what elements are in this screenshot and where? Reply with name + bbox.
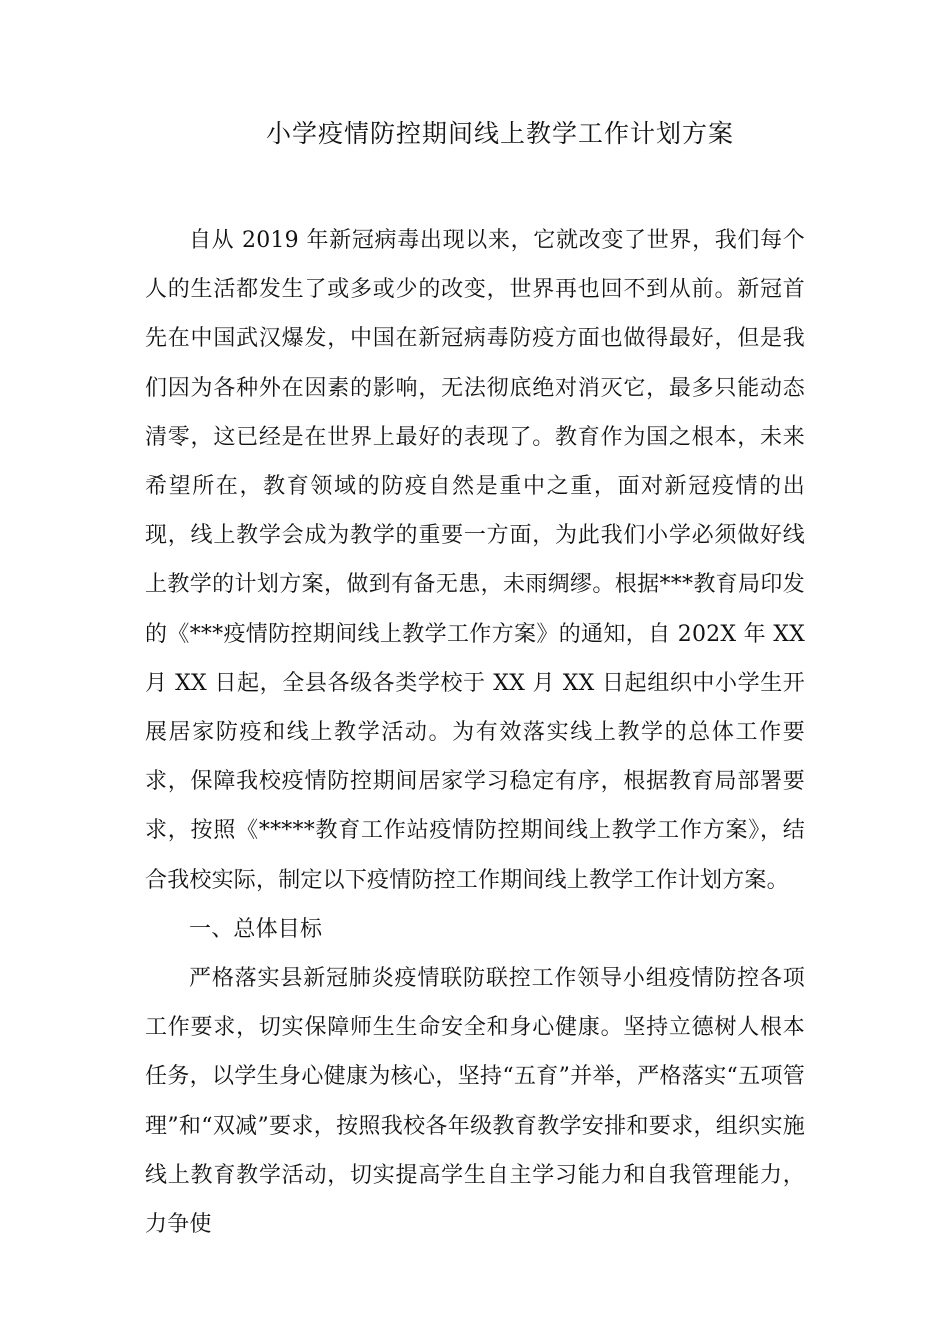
document-body	[145, 216, 805, 1249]
paragraph-overall-goal: 严格落实县新冠肺炎疫情联防联控工作领导小组疫情防控各项工作要求，切实保障师生生命安全和身心健康。坚持立德树人根本任务，以学生身心健康为核心，坚持“五育”并举，严格落实“五项管理”和“双减”要求，按照我校各年级教育教学安排和要求，组织实施线上教育教学活动，切实提高学生自主学习能力和自我管理能力，力争使	[145, 966, 805, 1238]
paragraph-intro: 自从 2019 年新冠病毒出现以来，它就改变了世界，我们每个人的生活都发生了或多或少的改变，世界再也回不到从前。新冠首先在中国武汉爆发，中国在新冠病毒防疫方面也做得最好，但是我们因为各种外在因素的影响，无法彻底绝对消灭它，最多只能动态清零，这已经是在世界上最好的表现了。教育作为国之根本，未来希望所在，教育领域的防疫自然是重中之重，面对新冠疫情的出现，线上教学会成为教学的重要一方面，为此我们小学必须做好线上教学的计划方案，做到有备无患，未雨绸缪。根据***教育局印发的《***疫情防控期间线上教学工作方案》的通知，自 202X 年 XX 月 XX 日起，全县各级各类学校于 XX 月 XX 日起组织中小学生开展居家防疫和线上教学活动。为有效落实线上教学的总体工作要求，保障我校疫情防控期间居家学习稳定有序，根据教育局部署要求，按照《*****教育工作站疫情防控期间线上教学工作方案》，结合我校实际，制定以下疫情防控工作期间线上教学工作计划方案。	[145, 228, 805, 893]
section-heading-overall-goal: 一、总体目标	[189, 916, 323, 942]
document-title: 小学疫情防控期间线上教学工作计划方案	[265, 119, 734, 148]
